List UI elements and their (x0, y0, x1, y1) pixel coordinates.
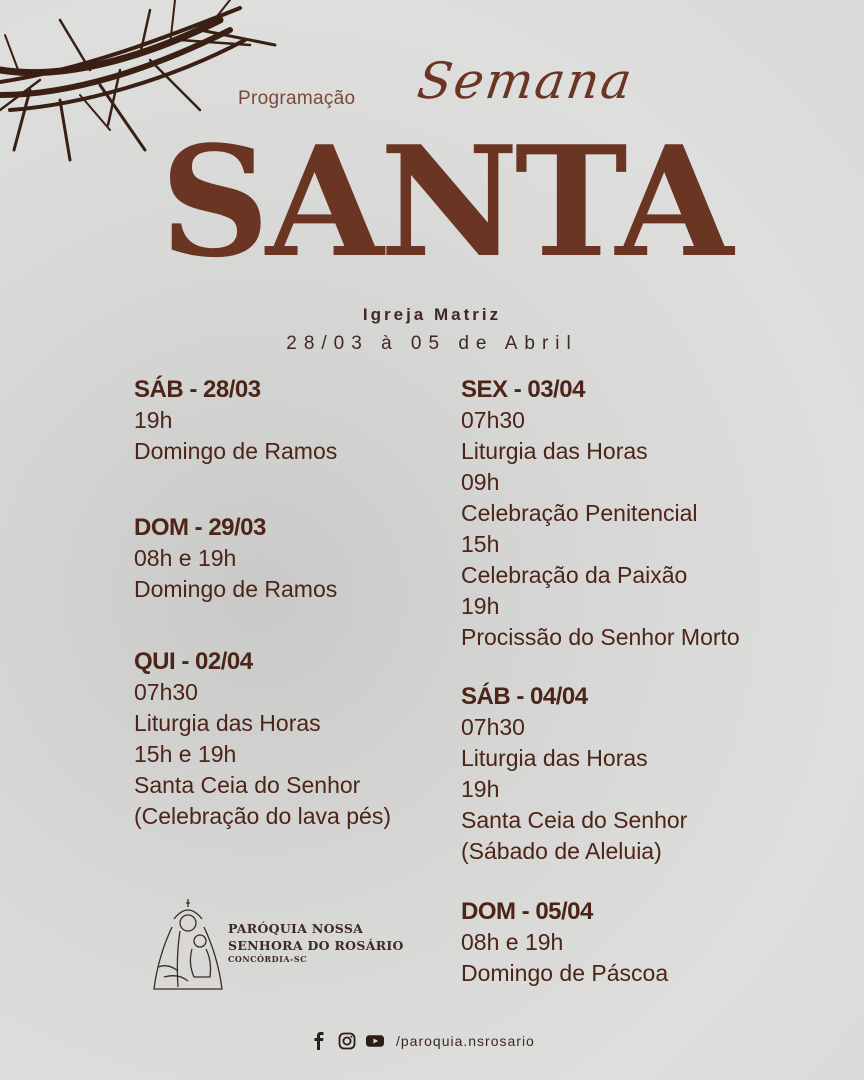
schedule-line: 09h (461, 469, 500, 495)
schedule-line: Domingo de Ramos (134, 576, 338, 602)
schedule-line: Liturgia das Horas (461, 438, 648, 464)
schedule-day (461, 374, 740, 653)
youtube-icon[interactable] (366, 1032, 384, 1050)
schedule-line: 07h30 (134, 679, 198, 705)
schedule-line: 08h e 19h (134, 545, 237, 571)
schedule-line: Liturgia das Horas (461, 745, 648, 771)
day-heading: SÁB - 04/04 (461, 683, 588, 710)
parish-name-line: SENHORA DO ROSÁRIO (228, 938, 404, 953)
schedule-line: Celebração Penitencial (461, 500, 698, 526)
schedule-line: Procissão do Senhor Morto (461, 624, 740, 650)
schedule-line: 07h30 (461, 407, 525, 433)
day-heading: DOM - 29/03 (134, 514, 266, 541)
social-links (310, 1029, 535, 1053)
schedule-line: (Sábado de Aleluia) (461, 838, 662, 864)
social-handle[interactable]: /paroquia.nsrosario (396, 1033, 535, 1049)
schedule-day (134, 646, 391, 832)
schedule-line: 15h (461, 531, 500, 557)
schedule-line: Domingo de Páscoa (461, 960, 669, 986)
schedule-line: Domingo de Ramos (134, 438, 338, 464)
parish-name-line: PARÓQUIA NOSSA (228, 921, 364, 936)
schedule-line: 19h (461, 776, 500, 802)
parish-city: CONCÓRDIA-SC (228, 954, 307, 964)
schedule-line: Santa Ceia do Senhor (461, 807, 688, 833)
day-heading: SEX - 03/04 (461, 376, 585, 403)
schedule-line: Celebração da Paixão (461, 562, 688, 588)
day-heading: DOM - 05/04 (461, 898, 593, 925)
igreja-matriz-label: Igreja Matriz (362, 305, 502, 324)
schedule-day (134, 512, 337, 605)
santa-title: SANTA (160, 112, 730, 291)
schedule-day (461, 681, 687, 867)
programacao-label: Programação (238, 88, 356, 109)
schedule-line: 19h (461, 593, 500, 619)
schedule-line: 07h30 (461, 714, 525, 740)
semana-title: Semana (413, 52, 638, 110)
schedule-line: 08h e 19h (461, 929, 564, 955)
facebook-icon[interactable] (310, 1032, 328, 1050)
schedule-line: 15h e 19h (134, 741, 237, 767)
our-lady-logo-icon (148, 897, 228, 997)
day-heading: SÁB - 28/03 (134, 376, 261, 403)
day-heading: QUI - 02/04 (134, 648, 253, 675)
schedule-line: (Celebração do lava pés) (134, 803, 391, 829)
parish-name (228, 920, 404, 964)
schedule-line: Santa Ceia do Senhor (134, 772, 361, 798)
instagram-icon[interactable] (338, 1032, 356, 1050)
schedule-line: 19h (134, 407, 173, 433)
schedule-day (461, 896, 668, 989)
schedule-day (134, 374, 337, 467)
schedule-line: Liturgia das Horas (134, 710, 321, 736)
date-range: 28/03 à 05 de Abril (286, 333, 578, 354)
